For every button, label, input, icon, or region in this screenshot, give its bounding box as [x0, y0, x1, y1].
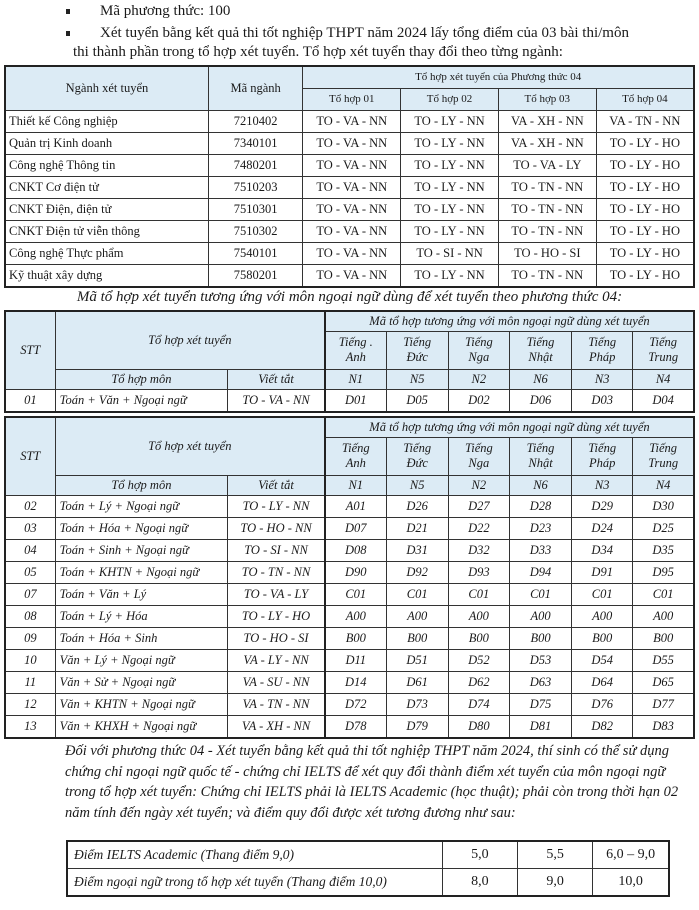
header-combo-2: Tổ hợp 02: [401, 88, 499, 110]
language-line-1: Tiếng: [464, 335, 493, 349]
header-stt: STT: [5, 311, 55, 389]
combo-code: D78: [325, 715, 386, 738]
language-line-2: Trung: [648, 350, 679, 364]
combo-c1: TO - VA - NN: [303, 154, 401, 176]
combo-c1: TO - VA - NN: [303, 110, 401, 132]
header-combo-1: Tổ hợp 01: [303, 88, 401, 110]
combo-code: D25: [633, 517, 694, 539]
ielts-value: 10,0: [593, 869, 669, 897]
header-combo-4: Tổ hợp 04: [596, 88, 694, 110]
bullet-icon: [66, 9, 70, 14]
major-code: 7210402: [208, 110, 303, 132]
combo-subjects: Văn + KHXH + Ngoại ngữ: [55, 715, 228, 738]
major-row: [5, 132, 694, 154]
combo-code: B00: [633, 627, 694, 649]
combo-subjects: Văn + Lý + Ngoại ngữ: [55, 649, 228, 671]
combo-abbr: TO - TN - NN: [228, 561, 325, 583]
combo-c4: VA - TN - NN: [596, 110, 694, 132]
header-language: [633, 437, 694, 475]
combo-code: D73: [386, 693, 448, 715]
description-line-2: thi thành phần trong tổ hợp xét tuyển. Tổ hợp xét tuyển thay đổi theo từng ngành:: [73, 44, 563, 60]
combo-subjects: Toán + Lý + Hóa: [55, 605, 228, 627]
language-line-2: Pháp: [589, 456, 616, 470]
major-name: Công nghệ Thông tin: [5, 154, 208, 176]
combo-subjects: Toán + Sinh + Ngoại ngữ: [55, 539, 228, 561]
combo-c2: TO - LY - NN: [401, 220, 499, 242]
combo-stt: 01: [5, 389, 55, 412]
combo-abbr: TO - LY - HO: [228, 605, 325, 627]
combo-row: [5, 627, 694, 649]
language-line-2: Anh: [345, 350, 366, 364]
combo-code: A00: [386, 605, 448, 627]
combo-subjects: Toán + Hóa + Ngoại ngữ: [55, 517, 228, 539]
combo-code: D03: [572, 389, 633, 412]
header-language: [509, 437, 571, 475]
combo-code: D54: [572, 649, 633, 671]
combo-code: D76: [572, 693, 633, 715]
combo-code: D93: [448, 561, 509, 583]
major-row: [5, 264, 694, 287]
header-language: [448, 331, 509, 369]
combo-subjects: Toán + Văn + Lý: [55, 583, 228, 605]
combo-c2: TO - LY - NN: [401, 154, 499, 176]
combo-c4: TO - LY - HO: [596, 264, 694, 287]
language-line-2: Nhật: [528, 456, 553, 470]
ielts-row: [67, 841, 669, 869]
combo-abbr: TO - LY - NN: [228, 495, 325, 517]
language-line-1: Tiếng: [588, 335, 617, 349]
combo-code: D11: [325, 649, 386, 671]
combo-code: D28: [509, 495, 571, 517]
header-language: [572, 437, 633, 475]
combo-row: [5, 561, 694, 583]
major-name: CNKT Điện, điện tử: [5, 198, 208, 220]
combo-code: D75: [509, 693, 571, 715]
majors-table: [4, 65, 695, 288]
combo-code: B00: [325, 627, 386, 649]
combo-code: D24: [572, 517, 633, 539]
combo-code: D52: [448, 649, 509, 671]
combo-c4: TO - LY - HO: [596, 132, 694, 154]
header-lang-code: N5: [386, 369, 448, 389]
combo-c3: VA - XH - NN: [498, 110, 596, 132]
combo-c3: TO - TN - NN: [498, 198, 596, 220]
combo-code: D35: [633, 539, 694, 561]
combo-abbr: VA - LY - NN: [228, 649, 325, 671]
combo-c3: TO - HO - SI: [498, 242, 596, 264]
combo-c3: TO - VA - LY: [498, 154, 596, 176]
combo-code: C01: [572, 583, 633, 605]
combo-stt: 12: [5, 693, 55, 715]
combo-code: D30: [633, 495, 694, 517]
combo-code: D83: [633, 715, 694, 738]
combo-code: D80: [448, 715, 509, 738]
header-language: [325, 437, 386, 475]
combo-row: [5, 539, 694, 561]
header-lang-code: N2: [448, 369, 509, 389]
header-lang-code: N3: [572, 475, 633, 495]
header-abbr: Viết tắt: [228, 475, 325, 495]
combo-stt: 05: [5, 561, 55, 583]
combo-abbr: VA - XH - NN: [228, 715, 325, 738]
description-line-1: Xét tuyển bằng kết quả thi tốt nghiệp THPT năm 2024 lấy tổng điểm của 03 bài thi/môn: [100, 25, 629, 41]
language-line-2: Nga: [468, 456, 490, 470]
combo-stt: 11: [5, 671, 55, 693]
header-lang-code: N6: [509, 369, 571, 389]
combo-code: B00: [448, 627, 509, 649]
ielts-value: 5,5: [517, 841, 592, 869]
combo-code: D64: [572, 671, 633, 693]
major-name: CNKT Điện tử viễn thông: [5, 220, 208, 242]
major-code: 7510301: [208, 198, 303, 220]
header-lang-group: Mã tổ hợp tương ứng với môn ngoại ngữ dùng xét tuyển: [325, 417, 694, 437]
combo-c1: TO - VA - NN: [303, 220, 401, 242]
combo-code: D07: [325, 517, 386, 539]
combo-code: D21: [386, 517, 448, 539]
combo-c3: TO - TN - NN: [498, 220, 596, 242]
combo-code: D34: [572, 539, 633, 561]
ielts-row: [67, 869, 669, 897]
combo-row: [5, 495, 694, 517]
ielts-conversion-table: [66, 840, 670, 897]
language-line-1: Tiếng: [526, 335, 555, 349]
major-row: [5, 110, 694, 132]
combo-c1: TO - VA - NN: [303, 198, 401, 220]
combo-code: D14: [325, 671, 386, 693]
language-line-1: Tiếng: [649, 441, 678, 455]
header-lang-code: N5: [386, 475, 448, 495]
combo-stt: 04: [5, 539, 55, 561]
combo-subjects: Văn + Sử + Ngoại ngữ: [55, 671, 228, 693]
major-row: [5, 242, 694, 264]
combo-code: B00: [572, 627, 633, 649]
combo-code: D06: [509, 389, 571, 412]
language-line-1: Tiếng: [403, 441, 432, 455]
combo-code: D72: [325, 693, 386, 715]
combo-code: B00: [509, 627, 571, 649]
combo-row: [5, 389, 694, 412]
combo-code: D62: [448, 671, 509, 693]
header-lang-code: N6: [509, 475, 571, 495]
combo-abbr: VA - SU - NN: [228, 671, 325, 693]
language-line-1: Tiếng: [588, 441, 617, 455]
header-lang-code: N2: [448, 475, 509, 495]
combo-code: D61: [386, 671, 448, 693]
combo-row: [5, 583, 694, 605]
language-line-2: Nhật: [528, 350, 553, 364]
combo-code-table-1: [4, 310, 695, 413]
combo-abbr: TO - VA - LY: [228, 583, 325, 605]
code-table-caption: Mã tổ hợp xét tuyển tương ứng với môn ngoại ngữ dùng để xét tuyển theo phương thức 04:: [76, 289, 623, 305]
combo-stt: 03: [5, 517, 55, 539]
header-subjects: Tổ hợp môn: [55, 369, 228, 389]
combo-stt: 13: [5, 715, 55, 738]
combo-code: C01: [509, 583, 571, 605]
combo-code: C01: [325, 583, 386, 605]
combo-code: A01: [325, 495, 386, 517]
combo-code: A00: [448, 605, 509, 627]
header-language: [633, 331, 694, 369]
combo-code: D81: [509, 715, 571, 738]
header-abbr: Viết tắt: [228, 369, 325, 389]
combo-stt: 02: [5, 495, 55, 517]
header-lang-code: N3: [572, 369, 633, 389]
combo-code: A00: [633, 605, 694, 627]
combo-stt: 09: [5, 627, 55, 649]
combo-code: D65: [633, 671, 694, 693]
combo-subjects: Văn + KHTN + Ngoại ngữ: [55, 693, 228, 715]
combo-code: D23: [509, 517, 571, 539]
header-language: [325, 331, 386, 369]
combo-c4: TO - LY - HO: [596, 198, 694, 220]
combo-code: D32: [448, 539, 509, 561]
combo-code: D90: [325, 561, 386, 583]
combo-code: D31: [386, 539, 448, 561]
combo-subjects: Toán + Hóa + Sinh: [55, 627, 228, 649]
language-line-2: Đức: [406, 456, 428, 470]
combo-row: [5, 715, 694, 738]
header-combo-group: Tổ hợp xét tuyển: [55, 417, 325, 475]
header-subjects: Tổ hợp môn: [55, 475, 228, 495]
major-code: 7540101: [208, 242, 303, 264]
combo-subjects: Toán + KHTN + Ngoại ngữ: [55, 561, 228, 583]
combo-code: D04: [633, 389, 694, 412]
major-name: CNKT Cơ điện tử: [5, 176, 208, 198]
major-code: 7510302: [208, 220, 303, 242]
combo-code: C01: [633, 583, 694, 605]
language-line-1: Tiếng .: [338, 335, 373, 349]
language-line-2: Trung: [648, 456, 679, 470]
combo-code: B00: [386, 627, 448, 649]
language-line-1: Tiếng: [526, 441, 555, 455]
major-row: [5, 154, 694, 176]
header-language: [448, 437, 509, 475]
combo-code: D27: [448, 495, 509, 517]
combo-code: D79: [386, 715, 448, 738]
combo-c2: TO - LY - NN: [401, 176, 499, 198]
combo-code: D26: [386, 495, 448, 517]
language-line-2: Nga: [468, 350, 490, 364]
ielts-value: 6,0 – 9,0: [593, 841, 669, 869]
major-name: Kỹ thuật xây dựng: [5, 264, 208, 287]
language-line-2: Đức: [406, 350, 428, 364]
combo-c4: TO - LY - HO: [596, 242, 694, 264]
header-major: Ngành xét tuyển: [5, 66, 208, 110]
ielts-note: Đối với phương thức 04 - Xét tuyển bằng kết quả thi tốt nghiệp THPT năm 2024, thí sinh có thể sử dụng chứng chỉ ngoại ngữ quốc tế - chứng chỉ IELTS để xét quy đổi thành điểm xét tuyển của môn ngoại ngữ trong tổ hợp xét tuyển: Chứng chỉ IELTS phải là IELTS Academic (học thuật); phải còn trong thời hạn 02 năm tính đến ngày xét tuyển; và điểm quy đổi được xét tương đương như sau:: [65, 743, 679, 821]
combo-abbr: TO - SI - NN: [228, 539, 325, 561]
combo-c2: TO - LY - NN: [401, 264, 499, 287]
major-name: Thiết kế Công nghiệp: [5, 110, 208, 132]
combo-code: D29: [572, 495, 633, 517]
language-line-2: Pháp: [589, 350, 616, 364]
combo-c1: TO - VA - NN: [303, 132, 401, 154]
combo-c2: TO - LY - NN: [401, 110, 499, 132]
combo-abbr: TO - HO - NN: [228, 517, 325, 539]
ielts-value: 5,0: [442, 841, 517, 869]
combo-c4: TO - LY - HO: [596, 154, 694, 176]
combo-code: C01: [448, 583, 509, 605]
combo-abbr: TO - VA - NN: [228, 389, 325, 412]
ielts-row-label: Điểm IELTS Academic (Thang điểm 9,0): [67, 841, 442, 869]
combo-subjects: Toán + Lý + Ngoại ngữ: [55, 495, 228, 517]
header-lang-code: N4: [633, 475, 694, 495]
major-code: 7480201: [208, 154, 303, 176]
major-code: 7340101: [208, 132, 303, 154]
combo-code: D05: [386, 389, 448, 412]
language-line-1: Tiếng: [464, 441, 493, 455]
header-lang-group: Mã tổ hợp tương ứng với môn ngoại ngữ dùng xét tuyển: [325, 311, 694, 331]
header-language: [509, 331, 571, 369]
combo-c2: TO - SI - NN: [401, 242, 499, 264]
combo-code: D95: [633, 561, 694, 583]
header-lang-code: N1: [325, 369, 386, 389]
combo-c3: VA - XH - NN: [498, 132, 596, 154]
combo-code: D63: [509, 671, 571, 693]
combo-code: D08: [325, 539, 386, 561]
major-row: [5, 198, 694, 220]
combo-code: D77: [633, 693, 694, 715]
combo-abbr: TO - HO - SI: [228, 627, 325, 649]
combo-stt: 10: [5, 649, 55, 671]
combo-code-table-2: [4, 416, 695, 739]
combo-code: C01: [386, 583, 448, 605]
major-name: Công nghệ Thực phẩm: [5, 242, 208, 264]
ielts-value: 8,0: [442, 869, 517, 897]
major-code: 7580201: [208, 264, 303, 287]
major-row: [5, 176, 694, 198]
language-line-1: Tiếng: [649, 335, 678, 349]
combo-stt: 08: [5, 605, 55, 627]
header-language: [572, 331, 633, 369]
combo-code: D53: [509, 649, 571, 671]
combo-c4: TO - LY - HO: [596, 220, 694, 242]
combo-c4: TO - LY - HO: [596, 176, 694, 198]
combo-code: D55: [633, 649, 694, 671]
combo-c1: TO - VA - NN: [303, 242, 401, 264]
combo-code: D01: [325, 389, 386, 412]
language-line-1: Tiếng: [403, 335, 432, 349]
header-language: [386, 437, 448, 475]
header-lang-code: N4: [633, 369, 694, 389]
combo-code: D74: [448, 693, 509, 715]
combo-c3: TO - TN - NN: [498, 264, 596, 287]
major-row: [5, 220, 694, 242]
language-line-1: Tiếng: [341, 441, 370, 455]
language-line-2: Anh: [345, 456, 366, 470]
combo-c2: TO - LY - NN: [401, 132, 499, 154]
combo-subjects: Toán + Văn + Ngoại ngữ: [55, 389, 228, 412]
header-combo-group: Tổ hợp xét tuyển của Phương thức 04: [303, 66, 694, 88]
header-stt: STT: [5, 417, 55, 495]
ielts-value: 9,0: [517, 869, 592, 897]
combo-c3: TO - TN - NN: [498, 176, 596, 198]
combo-abbr: VA - TN - NN: [228, 693, 325, 715]
combo-code: A00: [572, 605, 633, 627]
combo-code: D91: [572, 561, 633, 583]
combo-row: [5, 517, 694, 539]
combo-code: D94: [509, 561, 571, 583]
combo-code: A00: [509, 605, 571, 627]
combo-stt: 07: [5, 583, 55, 605]
header-combo-group: Tổ hợp xét tuyển: [55, 311, 325, 369]
ielts-row-label: Điểm ngoại ngữ trong tổ hợp xét tuyển (Thang điểm 10,0): [67, 869, 442, 897]
combo-row: [5, 693, 694, 715]
combo-code: A00: [325, 605, 386, 627]
combo-c2: TO - LY - NN: [401, 198, 499, 220]
header-language: [386, 331, 448, 369]
combo-code: D22: [448, 517, 509, 539]
major-name: Quản trị Kinh doanh: [5, 132, 208, 154]
combo-row: [5, 649, 694, 671]
combo-c1: TO - VA - NN: [303, 176, 401, 198]
combo-row: [5, 671, 694, 693]
combo-code: D33: [509, 539, 571, 561]
combo-c1: TO - VA - NN: [303, 264, 401, 287]
method-code-text: Mã phương thức: 100: [100, 3, 231, 19]
header-code: Mã ngành: [208, 66, 303, 110]
combo-code: D82: [572, 715, 633, 738]
header-lang-code: N1: [325, 475, 386, 495]
combo-code: D51: [386, 649, 448, 671]
combo-row: [5, 605, 694, 627]
combo-code: D92: [386, 561, 448, 583]
header-combo-3: Tổ hợp 03: [498, 88, 596, 110]
major-code: 7510203: [208, 176, 303, 198]
combo-code: D02: [448, 389, 509, 412]
bullet-icon: [66, 31, 70, 36]
